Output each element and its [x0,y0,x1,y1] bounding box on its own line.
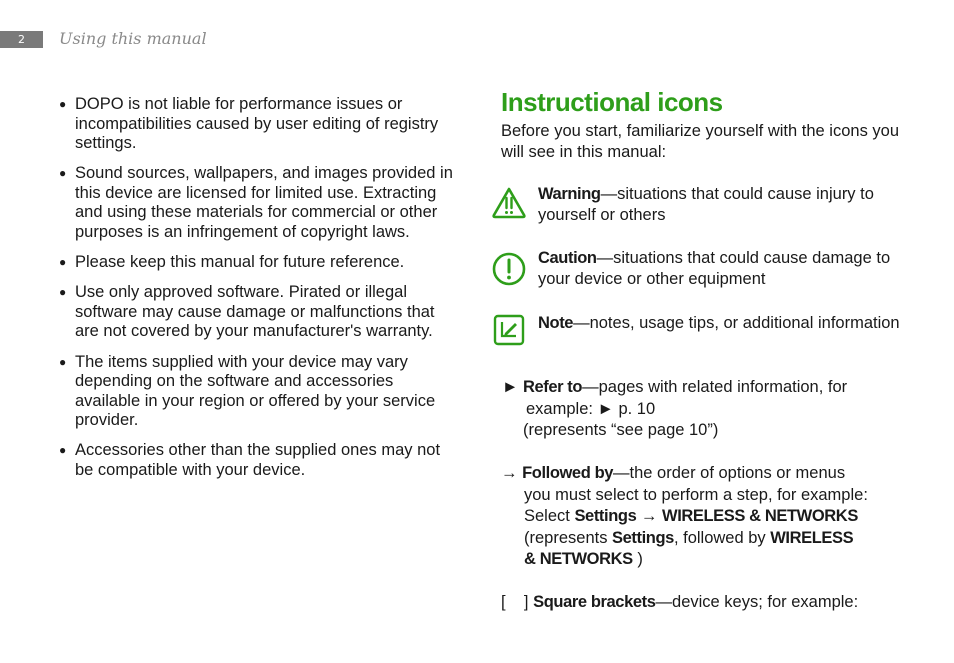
brackets-symbol: [ ] [501,593,529,611]
caution-icon [490,250,528,288]
refer-example: example: ► p. 10 [526,399,656,418]
list-item: ● DOPO is not liable for performance issues or incompatibilities caused by user editing of registry settings. [59,95,439,153]
brackets-term: Square brackets [533,593,656,611]
followed-represents: (represents Settings, followed by WIRELESS [524,528,854,547]
bullet-icon: ● [59,285,67,300]
list-item: ● Use only approved software. Pirated or illegal software may cause damage or malfunctions that are not covered by your manufacturer's warranty. [59,283,435,341]
bullet-icon: ● [59,354,67,369]
bullet-icon: ● [59,443,67,458]
section-title: Instructional icons [501,87,723,117]
followed-example: Select Settings → WIRELESS & NETWORKS [524,507,858,525]
notice-list [58,95,458,481]
brackets-row [501,592,921,614]
followed-represents-cont: & NETWORKS ) [524,550,643,568]
list-item: ● Sound sources, wallpapers, and images provided in this device are licensed for limited use. Extracting and using these materials for commercial or other purposes is an infringement of copyright laws. [59,164,453,242]
refer-term: Refer to [522,378,583,396]
right-column [501,86,921,611]
bullet-icon: ● [59,255,67,270]
warning-text [538,184,908,226]
page-number: 2 [0,31,43,48]
list-item: ● Accessories other than the supplied ones may not be compatible with your device. [59,441,441,479]
warning-desc: —situations that could cause injury to yourself or others [538,185,874,224]
left-column [58,95,458,491]
refer-desc: —pages with related information, for [582,378,848,396]
list-item: ● Please keep this manual for future reference. [59,253,405,272]
running-header: Using this manual [59,29,207,48]
caution-desc: —situations that could cause damage to your device or other equipment [538,249,891,288]
followed-row [501,463,921,571]
bullet-icon: ● [59,166,67,181]
refer-represents: (represents “see page 10”) [523,421,719,439]
bullet-icon: ● [59,97,67,111]
note-desc: —notes, usage tips, or additional information [573,314,900,332]
followed-line2: you must select to perform a step, for example: [524,485,868,504]
refer-arrow-icon: ► [502,378,519,396]
note-text [538,313,908,334]
warning-icon [490,184,528,222]
followed-term: Followed by [522,464,614,482]
list-item: ● The items supplied with your device may vary depending on the software and accessories available in your region or offered by your service provider. [59,352,436,430]
followed-arrow-icon: → [501,464,518,482]
caution-text [538,248,908,290]
brackets-desc: —device keys; for example: [655,593,859,611]
caution-term: Caution [538,249,597,267]
refer-row [501,377,921,442]
note-icon [490,311,528,349]
warning-term: Warning [538,185,601,203]
followed-desc: —the order of options or menus [613,464,846,482]
intro-text: Before you start, familiarize yourself with the icons you will see in this manual: [501,122,900,161]
note-term: Note [538,314,574,332]
